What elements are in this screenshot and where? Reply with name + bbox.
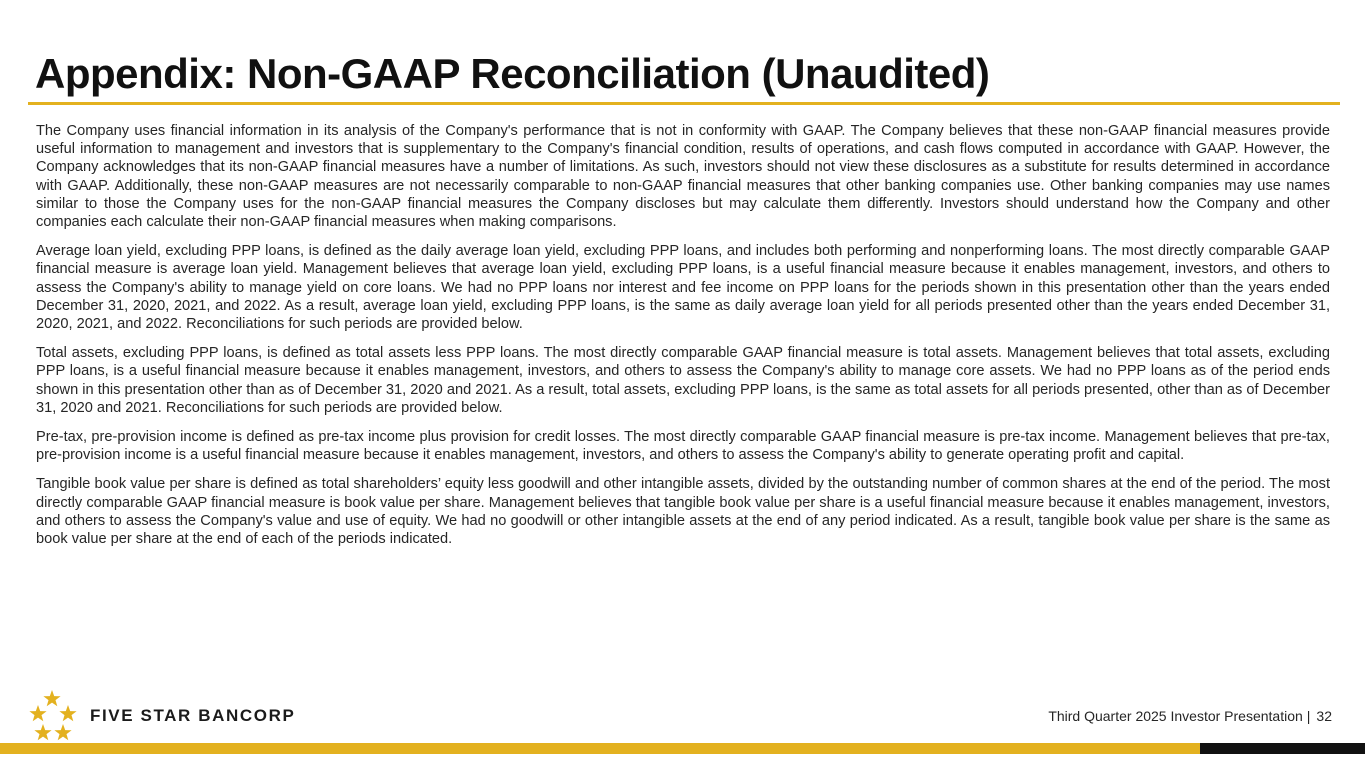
company-name: FIVE STAR BANCORP — [90, 706, 296, 725]
body-text — [36, 122, 1330, 559]
paragraph-non-gaap-intro: The Company uses financial information in its analysis of the Company's performance that is not in conformity with GAAP. The Company believes that these non-GAAP financial measures provide useful information to management and investors that is supplementary to the Company's financial condition, results of operations, and cash flows computed in accordance with GAAP. However, the Company acknowledges that its non-GAAP financial measures have a number of limitations. As such, investors should not view these disclosures as a substitute for results determined in accordance with GAAP. Additionally, these non-GAAP measures are not necessarily comparable to non-GAAP financial measures that other banking companies use. Other banking companies may use names similar to those the Company uses for the non-GAAP financial measures the Company discloses but may calculate them differently. Investors should understand how the Company and other companies each calculate their non-GAAP financial measures when making comparisons. — [36, 123, 1330, 231]
page-number: 32 — [1316, 708, 1332, 724]
footer-bar-gold — [0, 743, 1200, 754]
paragraph-tangible-book-value: Tangible book value per share is defined as total shareholders’ equity less goodwill and other intangible assets, divided by the outstanding number of common shares at the end of the period. The most directly comparable GAAP financial measure is book value per share. Management believes that tangible book value per share is a useful financial measure because it enables management, investors, and others to assess the Company's value and use of equity. We had no goodwill or other intangible assets at the end of any period indicated. As a result, tangible book value per share is the same as book value per share at the end of each of the periods indicated. — [36, 476, 1330, 548]
page-title: Appendix: Non-GAAP Reconciliation (Unaudited) — [35, 50, 990, 97]
footer-presentation-label — [1048, 708, 1332, 724]
company-logo — [26, 689, 326, 745]
paragraph-total-assets: Total assets, excluding PPP loans, is defined as total assets less PPP loans. The most directly comparable GAAP financial measure is total assets. Management believes that total assets, excluding PPP loans, is a useful financial measure because it enables management, investors, and others to assess the Company's ability to manage core assets. We had no PPP loans as of the period ends shown in this presentation other than as of December 31, 2020 and 2021. As a result, total assets, excluding PPP loans, is the same as total assets for all periods presented, other than as of December 31, 2020 and 2021. Reconciliations for such periods are provided below. — [36, 345, 1330, 416]
five-stars-icon — [26, 689, 86, 745]
paragraph-pre-tax-pre-provision: Pre-tax, pre-provision income is defined as pre-tax income plus provision for credit losses. The most directly comparable GAAP financial measure is pre-tax income. Management believes that pre-tax, pre-provision income is a useful financial measure because it enables management, investors, and others to assess the Company's ability to generate operating profit and capital. — [36, 429, 1330, 464]
title-underline — [28, 102, 1340, 105]
presentation-title: Third Quarter 2025 Investor Presentation — [1048, 708, 1303, 724]
paragraph-average-loan-yield: Average loan yield, excluding PPP loans, is defined as the daily average loan yield, excluding PPP loans, and includes both performing and nonperforming loans. The most directly comparable GAAP financial measure is average loan yield. Management believes that average loan yield, excluding PPP loans, is a useful financial measure because it enables management, investors, and others to assess the Company's ability to manage yield on core loans. We had no PPP loans nor interest and fee income on PPP loans for the periods shown in this presentation other than the years ended December 31, 2020, 2021, and 2022. As a result, average loan yield, excluding PPP loans, is the same as daily average loan yield for all periods presented other than the years ended December 31, 2020, 2021, and 2022. Reconciliations for such periods are provided below. — [36, 243, 1330, 333]
footer-bar-black — [1200, 743, 1365, 754]
footer-separator: | — [1306, 708, 1311, 724]
